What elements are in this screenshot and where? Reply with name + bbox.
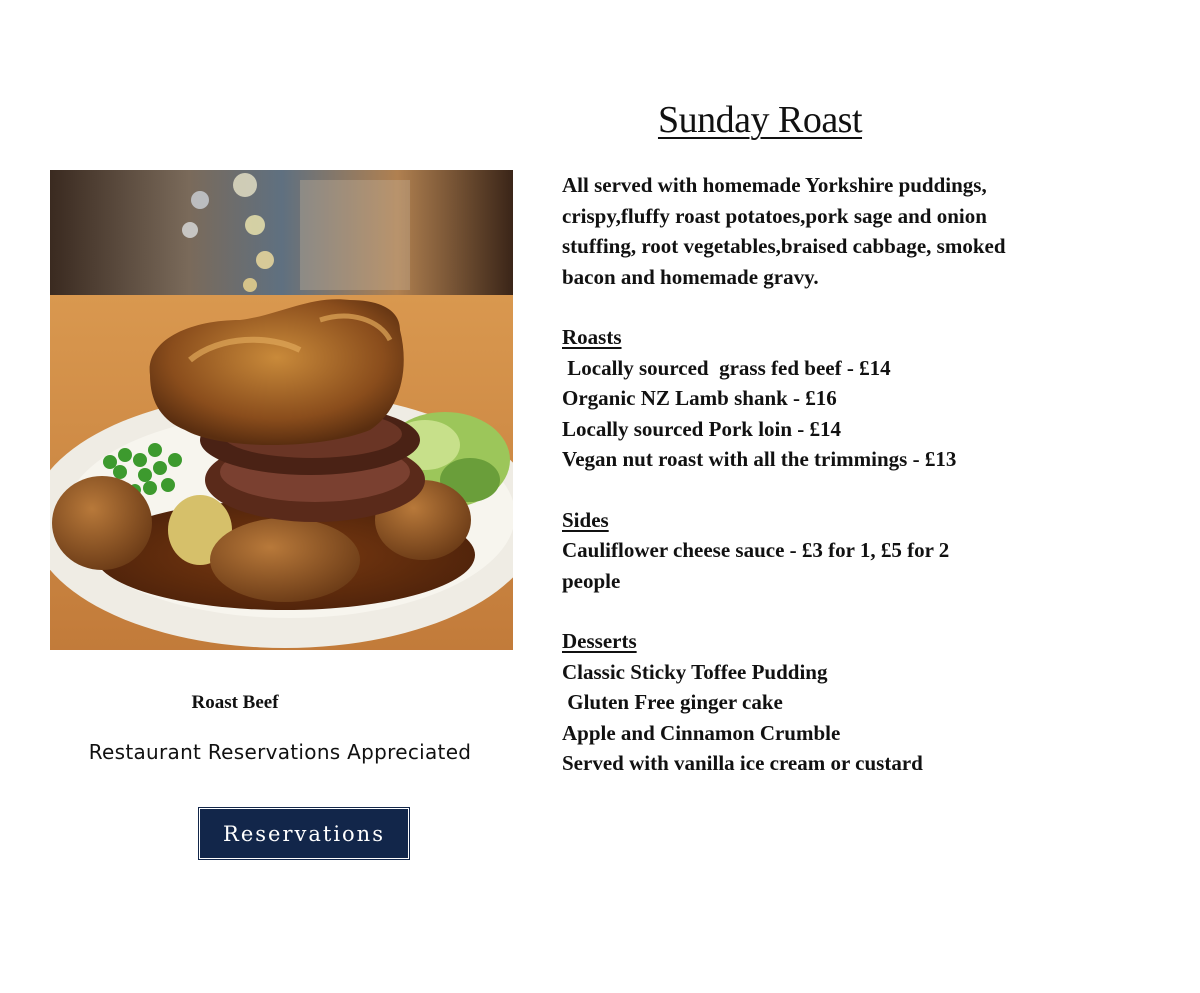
menu-item: Locally sourced Pork loin - £14 [562,416,842,441]
desserts-section [562,626,1062,779]
menu-item: Apple and Cinnamon Crumble [562,720,841,745]
reservations-button[interactable]: Reservations [198,807,410,860]
menu-intro: All served with homemade Yorkshire puddings, crispy,fluffy roast potatoes,pork sage and onion stuffing, root vegetables,braised cabbage, smoked bacon and homemade gravy. [562,173,1006,289]
reservations-note: Restaurant Reservations Appreciated [88,740,472,764]
menu-item: Cauliflower cheese sauce - £3 for 1, £5 for 2 people [562,538,950,593]
roasts-section [562,322,1062,475]
menu-item: Served with vanilla ice cream or custard [562,751,923,775]
roasts-heading: Roasts [562,325,622,349]
roast-beef-photo [50,170,513,650]
menu-body [562,170,1062,809]
photo-caption: Roast Beef [191,692,279,713]
sides-heading: Sides [562,507,609,532]
menu-item: Vegan nut roast with all the trimmings - £13 [562,447,957,471]
desserts-heading: Desserts [562,629,637,653]
sides-section [562,505,1062,597]
menu-item: Locally sourced grass fed beef - £14 [562,355,891,380]
page-title: Sunday Roast [657,99,863,141]
menu-item: Organic NZ Lamb shank - £16 [562,386,837,410]
menu-item: Classic Sticky Toffee Pudding [562,659,828,684]
menu-item: Gluten Free ginger cake [562,690,783,714]
